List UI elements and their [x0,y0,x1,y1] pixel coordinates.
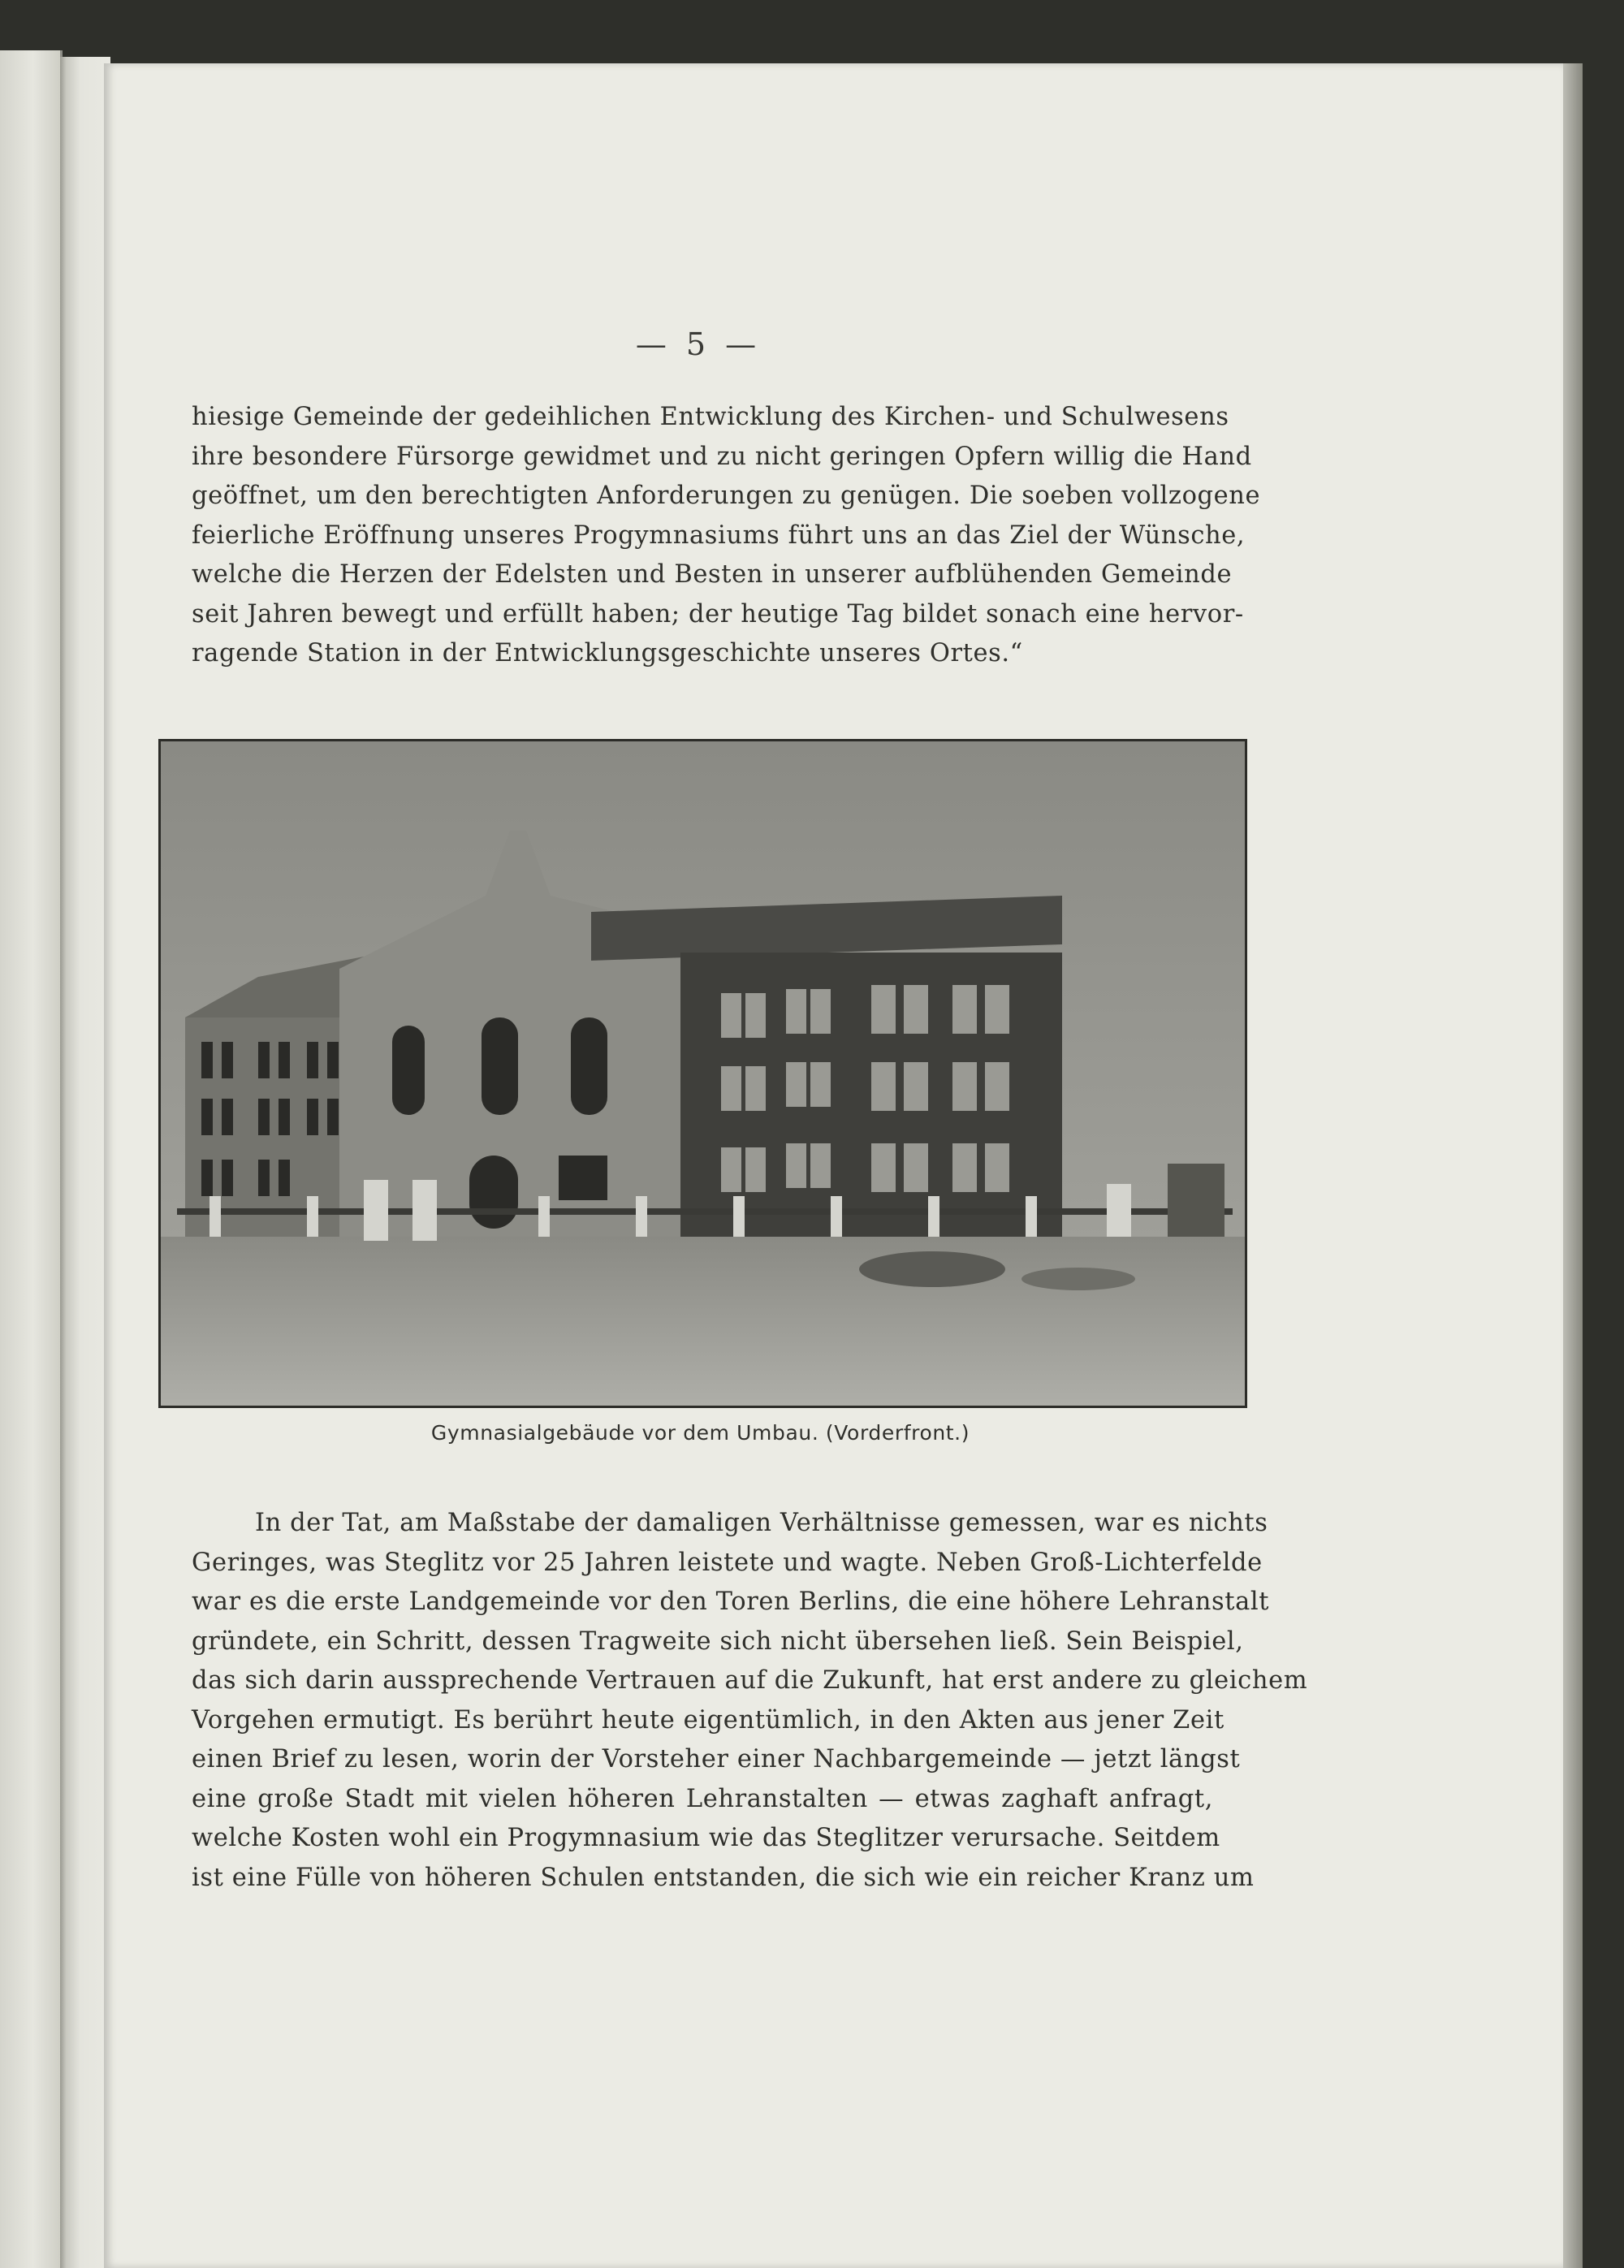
adjacent-page [0,50,63,2268]
paragraph-2 [192,1504,1308,1898]
paragraph-1 [192,398,1261,674]
text-line: seit Jahren bewegt und erfüllt haben; der heutige Tag bildet sonach eine hervor- [192,599,1244,629]
text-line: welche Kosten wohl ein Progymnasium wie das Steglitzer verursache. Seitdem [192,1824,1220,1852]
book-gutter [60,57,110,2268]
text-line: einen Brief zu lesen, worin der Vorsteher einer Nachbargemeinde — jetzt längst [192,1745,1241,1773]
text-line: Vorgehen ermutigt. Es berührt heute eigentümlich, in den Akten aus jener Zeit [192,1705,1224,1734]
school-building-photo [161,741,1245,1406]
text-line: ragende Station in der Entwicklungsgeschichte unseres Ortes.“ [192,639,1023,667]
text-line: ihre besondere Fürsorge gewidmet und zu nicht geringen Opfern willig die Hand [192,442,1252,471]
building-photograph [158,739,1247,1408]
text-line: eine große Stadt mit vielen höheren Lehranstalten — etwas zaghaft anfragt, [192,1784,1213,1813]
text-line: ist eine Fülle von höheren Schulen entstanden, die sich wie ein reicher Kranz um [192,1863,1255,1892]
text-line: geöffnet, um den berechtigten Anforderungen zu genügen. Die soeben vollzogene [192,482,1261,510]
page-number: — 5 — [635,326,762,362]
photo-caption: Gymnasialgebäude vor dem Umbau. (Vorderfront.) [430,1421,970,1445]
text-line: welche die Herzen der Edelsten und Besten in unserer aufblühenden Gemeinde [192,560,1233,589]
text-line: gründete, ein Schritt, dessen Tragweite sich nicht übersehen ließ. Sein Beispiel, [192,1626,1244,1656]
text-line: hiesige Gemeinde der gedeihlichen Entwicklung des Kirchen- und Schulwesens [192,403,1229,431]
text-line: war es die erste Landgemeinde vor den Toren Berlins, die eine höhere Lehranstalt [192,1588,1270,1616]
text-line: Geringes, was Steglitz vor 25 Jahren leistete und wagte. Neben Groß-Lichterfelde [192,1548,1263,1577]
page-edge [1563,63,1583,2268]
text-line: In der Tat, am Maßstabe der damaligen Verhältnisse gemessen, war es nichts [255,1509,1268,1537]
text-line: feierliche Eröffnung unseres Progymnasiums führt uns an das Ziel der Wünsche, [192,521,1246,550]
text-line: das sich darin aussprechende Vertrauen auf die Zukunft, hat erst andere zu gleichem [192,1666,1308,1695]
